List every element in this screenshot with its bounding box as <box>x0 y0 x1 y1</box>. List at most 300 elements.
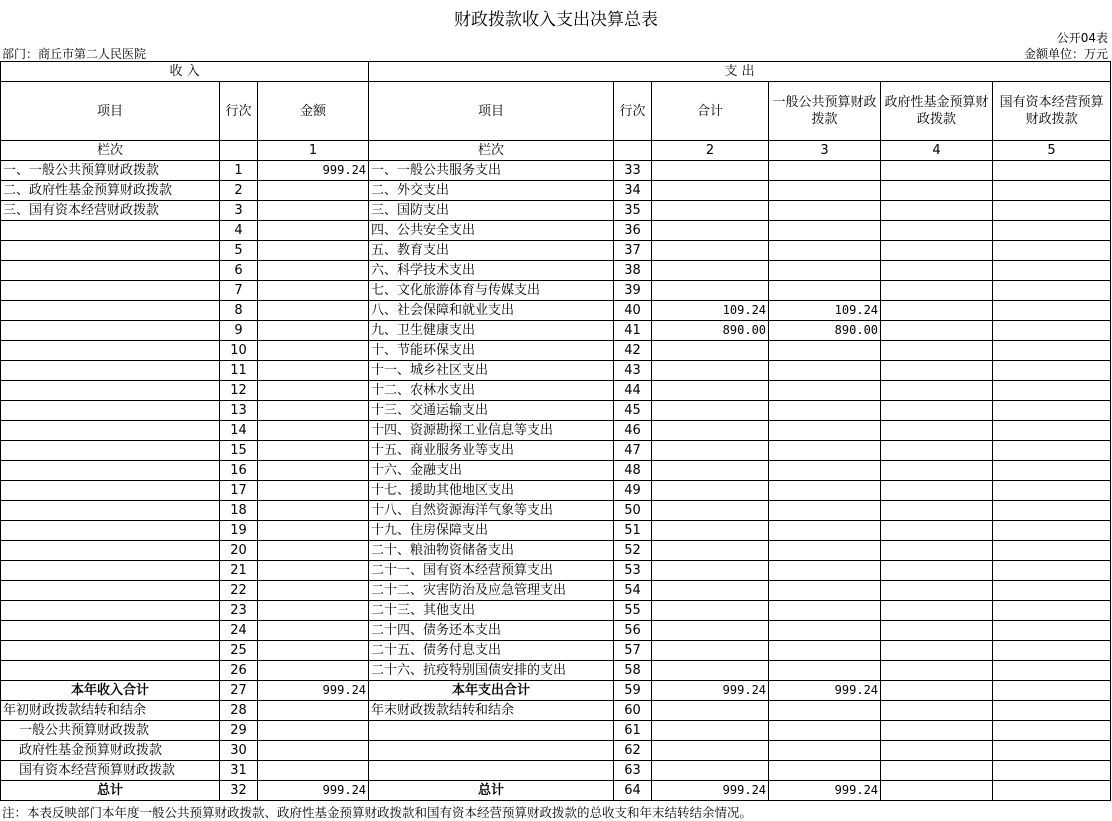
income-amount-cell <box>258 541 369 561</box>
gov-fund-cell <box>881 381 993 401</box>
gov-fund-cell <box>881 461 993 481</box>
income-amount-cell <box>258 301 369 321</box>
column-label-left: 栏次 <box>1 141 220 161</box>
expense-total-cell <box>652 541 769 561</box>
expense-row-no-cell: 54 <box>614 581 652 601</box>
expense-item-cell: 十九、住房保障支出 <box>369 521 614 541</box>
income-amount-cell <box>258 601 369 621</box>
income-row-no-cell: 5 <box>220 241 258 261</box>
gov-fund-cell <box>881 161 993 181</box>
state-capital-cell <box>993 441 1111 461</box>
state-capital-cell <box>993 321 1111 341</box>
expense-row-no-cell: 43 <box>614 361 652 381</box>
form-code: 公开04表 <box>1056 31 1108 45</box>
expense-row-no-cell: 34 <box>614 181 652 201</box>
column-no-4: 4 <box>881 141 993 161</box>
table-row <box>1 181 1111 201</box>
general-budget-cell <box>769 261 881 281</box>
department-label: 部门：商丘市第二人民医院 <box>2 47 147 61</box>
income-amount-cell <box>258 521 369 541</box>
income-amount-cell <box>258 401 369 421</box>
state-capital-cell <box>993 461 1111 481</box>
expense-total-cell <box>652 261 769 281</box>
general-budget-cell <box>769 241 881 261</box>
general-budget-cell <box>769 521 881 541</box>
state-capital-cell <box>993 601 1111 621</box>
expense-row-no-cell: 53 <box>614 561 652 581</box>
income-item-cell: 一、一般公共预算财政拨款 <box>1 161 220 181</box>
gov-fund-cell <box>881 181 993 201</box>
expense-item-cell <box>369 741 614 761</box>
state-capital-cell <box>993 421 1111 441</box>
state-capital-cell <box>993 201 1111 221</box>
expense-total-cell <box>652 661 769 681</box>
income-row-no-cell: 8 <box>220 301 258 321</box>
general-budget-cell <box>769 221 881 241</box>
table-row <box>1 661 1111 681</box>
gov-fund-cell <box>881 241 993 261</box>
general-budget-cell <box>769 661 881 681</box>
income-item-cell <box>1 461 220 481</box>
expense-section-header: 支 出 <box>369 62 1111 82</box>
state-capital-cell <box>993 281 1111 301</box>
amount-unit-label: 金额单位：万元 <box>1023 47 1108 61</box>
expense-total-cell <box>652 181 769 201</box>
expense-total-cell <box>652 381 769 401</box>
expense-total-cell <box>652 341 769 361</box>
income-amount-cell <box>258 701 369 721</box>
expense-total-cell <box>652 621 769 641</box>
income-item-cell <box>1 621 220 641</box>
income-item-cell: 本年收入合计 <box>1 681 220 701</box>
income-amount-cell: 999.24 <box>258 681 369 701</box>
general-budget-cell <box>769 401 881 421</box>
general-budget-cell <box>769 601 881 621</box>
income-row-no-cell: 22 <box>220 581 258 601</box>
income-row-no-cell: 12 <box>220 381 258 401</box>
income-row-no-cell: 11 <box>220 361 258 381</box>
table-row <box>1 741 1111 761</box>
income-amount-cell <box>258 621 369 641</box>
expense-total-cell <box>652 521 769 541</box>
expense-row-no-cell: 50 <box>614 501 652 521</box>
general-budget-cell: 999.24 <box>769 781 881 801</box>
income-row-no-cell: 20 <box>220 541 258 561</box>
state-capital-cell <box>993 721 1111 741</box>
table-row <box>1 721 1111 741</box>
expense-total-cell <box>652 701 769 721</box>
income-item-cell: 年初财政拨款结转和结余 <box>1 701 220 721</box>
income-row-no-cell: 15 <box>220 441 258 461</box>
general-budget-cell: 999.24 <box>769 681 881 701</box>
income-amount-cell <box>258 341 369 361</box>
expense-total-cell <box>652 441 769 461</box>
column-no-blank <box>220 141 258 161</box>
general-budget-cell <box>769 161 881 181</box>
table-row <box>1 441 1111 461</box>
income-item-cell <box>1 521 220 541</box>
income-row-no-cell: 14 <box>220 421 258 441</box>
expense-item-cell <box>369 761 614 781</box>
gov-fund-cell <box>881 421 993 441</box>
income-amount-cell <box>258 661 369 681</box>
expense-total-cell <box>652 561 769 581</box>
expense-item-cell: 年末财政拨款结转和结余 <box>369 701 614 721</box>
fiscal-summary-table <box>0 61 1111 801</box>
table-row <box>1 201 1111 221</box>
income-item-cell <box>1 421 220 441</box>
table-row <box>1 581 1111 601</box>
table-row <box>1 481 1111 501</box>
expense-total-cell <box>652 221 769 241</box>
income-row-no-cell: 21 <box>220 561 258 581</box>
income-amount-cell <box>258 561 369 581</box>
state-capital-cell <box>993 501 1111 521</box>
income-row-no-cell: 17 <box>220 481 258 501</box>
table-row <box>1 301 1111 321</box>
table-row <box>1 361 1111 381</box>
expense-item-cell: 本年支出合计 <box>369 681 614 701</box>
income-item-cell <box>1 441 220 461</box>
expense-row-no-cell: 38 <box>614 261 652 281</box>
gov-fund-cell <box>881 541 993 561</box>
income-item-cell <box>1 361 220 381</box>
expense-item-cell: 九、卫生健康支出 <box>369 321 614 341</box>
general-budget-cell <box>769 421 881 441</box>
general-budget-cell <box>769 561 881 581</box>
expense-total-cell: 890.00 <box>652 321 769 341</box>
state-capital-cell <box>993 401 1111 421</box>
expense-total-cell <box>652 461 769 481</box>
expense-row-no-cell: 33 <box>614 161 652 181</box>
expense-row-no-cell: 44 <box>614 381 652 401</box>
expense-item-cell: 二十四、债务还本支出 <box>369 621 614 641</box>
expense-row-no-cell: 36 <box>614 221 652 241</box>
gov-fund-cell <box>881 581 993 601</box>
state-capital-cell <box>993 561 1111 581</box>
expense-row-no-cell: 56 <box>614 621 652 641</box>
income-amount-cell <box>258 741 369 761</box>
expense-item-cell: 十三、交通运输支出 <box>369 401 614 421</box>
expense-total-cell <box>652 161 769 181</box>
expense-item-cell: 十、节能环保支出 <box>369 341 614 361</box>
expense-item-cell: 四、公共安全支出 <box>369 221 614 241</box>
expense-total-cell <box>652 201 769 221</box>
expense-total-cell: 109.24 <box>652 301 769 321</box>
state-capital-cell <box>993 181 1111 201</box>
gov-fund-cell <box>881 681 993 701</box>
income-row-no-cell: 30 <box>220 741 258 761</box>
income-amount-cell <box>258 261 369 281</box>
state-capital-cell <box>993 581 1111 601</box>
expense-total-cell: 999.24 <box>652 681 769 701</box>
income-item-cell <box>1 241 220 261</box>
table-row <box>1 321 1111 341</box>
general-budget-cell <box>769 201 881 221</box>
gov-fund-cell <box>881 781 993 801</box>
income-row-no-cell: 27 <box>220 681 258 701</box>
general-budget-header: 一般公共预算财政拨款 <box>769 82 881 141</box>
column-no-2: 2 <box>652 141 769 161</box>
income-row-no-cell: 31 <box>220 761 258 781</box>
table-row <box>1 761 1111 781</box>
table-row <box>1 561 1111 581</box>
expense-total-cell <box>652 361 769 381</box>
state-capital-cell <box>993 541 1111 561</box>
expense-row-no-cell: 40 <box>614 301 652 321</box>
expense-total-cell <box>652 641 769 661</box>
expense-row-no-cell: 64 <box>614 781 652 801</box>
state-capital-cell <box>993 341 1111 361</box>
expense-row-no-cell: 48 <box>614 461 652 481</box>
state-capital-cell <box>993 521 1111 541</box>
income-item-cell <box>1 301 220 321</box>
income-amount-cell <box>258 321 369 341</box>
expense-item-cell: 三、国防支出 <box>369 201 614 221</box>
expense-item-cell: 十一、城乡社区支出 <box>369 361 614 381</box>
expense-total-header: 合计 <box>652 82 769 141</box>
general-budget-cell <box>769 381 881 401</box>
general-budget-cell <box>769 581 881 601</box>
gov-fund-cell <box>881 201 993 221</box>
income-item-cell <box>1 661 220 681</box>
income-row-no-cell: 26 <box>220 661 258 681</box>
income-amount-cell: 999.24 <box>258 161 369 181</box>
expense-row-no-cell: 41 <box>614 321 652 341</box>
income-row-no-cell: 28 <box>220 701 258 721</box>
income-amount-cell <box>258 441 369 461</box>
table-row <box>1 381 1111 401</box>
expense-item-cell: 二十一、国有资本经营预算支出 <box>369 561 614 581</box>
expense-row-no-cell: 59 <box>614 681 652 701</box>
expense-row-no-cell: 47 <box>614 441 652 461</box>
gov-fund-cell <box>881 721 993 741</box>
state-capital-cell <box>993 381 1111 401</box>
expense-total-cell <box>652 501 769 521</box>
expense-total-cell <box>652 581 769 601</box>
state-capital-cell <box>993 621 1111 641</box>
expense-item-cell: 十二、农林水支出 <box>369 381 614 401</box>
general-budget-cell <box>769 641 881 661</box>
income-item-cell <box>1 501 220 521</box>
expense-total-cell <box>652 481 769 501</box>
gov-fund-cell <box>881 761 993 781</box>
gov-fund-cell <box>881 701 993 721</box>
expense-item-cell: 十六、金融支出 <box>369 461 614 481</box>
expense-item-cell: 二十三、其他支出 <box>369 601 614 621</box>
income-item-cell <box>1 341 220 361</box>
expense-row-no-cell: 55 <box>614 601 652 621</box>
expense-row-no-cell: 62 <box>614 741 652 761</box>
expense-item-cell: 七、文化旅游体育与传媒支出 <box>369 281 614 301</box>
gov-fund-cell <box>881 341 993 361</box>
general-budget-cell <box>769 741 881 761</box>
income-item-cell <box>1 261 220 281</box>
expense-item-cell: 十五、商业服务业等支出 <box>369 441 614 461</box>
gov-fund-cell <box>881 361 993 381</box>
income-item-cell <box>1 381 220 401</box>
state-capital-cell <box>993 701 1111 721</box>
state-capital-cell <box>993 261 1111 281</box>
income-item-cell <box>1 641 220 661</box>
income-item-cell <box>1 221 220 241</box>
expense-item-cell: 十八、自然资源海洋气象等支出 <box>369 501 614 521</box>
income-row-no-cell: 3 <box>220 201 258 221</box>
income-amount-cell <box>258 181 369 201</box>
gov-fund-cell <box>881 661 993 681</box>
expense-row-no-cell: 52 <box>614 541 652 561</box>
expense-row-no-cell: 39 <box>614 281 652 301</box>
income-amount-cell <box>258 761 369 781</box>
gov-fund-cell <box>881 261 993 281</box>
table-row <box>1 341 1111 361</box>
income-row-no-cell: 23 <box>220 601 258 621</box>
gov-fund-cell <box>881 501 993 521</box>
expense-item-cell <box>369 721 614 741</box>
general-budget-cell <box>769 181 881 201</box>
state-capital-cell <box>993 661 1111 681</box>
expense-total-cell <box>652 241 769 261</box>
expense-total-cell <box>652 281 769 301</box>
income-row-no-cell: 19 <box>220 521 258 541</box>
expense-total-cell: 999.24 <box>652 781 769 801</box>
expense-item-header: 项目 <box>369 82 614 141</box>
income-item-cell <box>1 541 220 561</box>
table-row <box>1 461 1111 481</box>
expense-row-no-cell: 37 <box>614 241 652 261</box>
income-row-no-cell: 13 <box>220 401 258 421</box>
gov-fund-cell <box>881 281 993 301</box>
income-item-header: 项目 <box>1 82 220 141</box>
income-amount-cell: 999.24 <box>258 781 369 801</box>
table-row <box>1 401 1111 421</box>
expense-item-cell: 二十二、灾害防治及应急管理支出 <box>369 581 614 601</box>
income-amount-cell <box>258 421 369 441</box>
table-row <box>1 161 1111 181</box>
general-budget-cell <box>769 721 881 741</box>
expense-total-cell <box>652 721 769 741</box>
state-capital-cell <box>993 641 1111 661</box>
expense-row-no-cell: 51 <box>614 521 652 541</box>
expense-item-cell: 二十、粮油物资储备支出 <box>369 541 614 561</box>
expense-total-cell <box>652 761 769 781</box>
income-amount-cell <box>258 461 369 481</box>
expense-row-no-cell: 42 <box>614 341 652 361</box>
income-amount-cell <box>258 281 369 301</box>
general-budget-cell <box>769 541 881 561</box>
income-item-cell <box>1 401 220 421</box>
gov-fund-cell <box>881 221 993 241</box>
table-row <box>1 521 1111 541</box>
income-item-cell <box>1 481 220 501</box>
gov-fund-header: 政府性基金预算财政拨款 <box>881 82 993 141</box>
state-capital-cell <box>993 781 1111 801</box>
table-row <box>1 241 1111 261</box>
gov-fund-cell <box>881 621 993 641</box>
general-budget-cell <box>769 341 881 361</box>
column-label-right: 栏次 <box>369 141 614 161</box>
general-budget-cell <box>769 621 881 641</box>
income-amount-cell <box>258 721 369 741</box>
income-amount-cell <box>258 221 369 241</box>
gov-fund-cell <box>881 441 993 461</box>
general-budget-cell: 890.00 <box>769 321 881 341</box>
general-budget-cell <box>769 441 881 461</box>
income-amount-cell <box>258 381 369 401</box>
income-row-no-cell: 18 <box>220 501 258 521</box>
state-capital-cell <box>993 221 1111 241</box>
income-row-no-cell: 24 <box>220 621 258 641</box>
expense-item-cell: 一、一般公共服务支出 <box>369 161 614 181</box>
state-capital-cell <box>993 481 1111 501</box>
gov-fund-cell <box>881 481 993 501</box>
table-row <box>1 541 1111 561</box>
income-amount-cell <box>258 581 369 601</box>
table-row <box>1 421 1111 441</box>
footnote: 注：本表反映部门本年度一般公共预算财政拨款、政府性基金预算财政拨款和国有资本经营预算财政拨款的总收支和年末结转结余情况。 <box>2 805 753 820</box>
column-no-5: 5 <box>993 141 1111 161</box>
general-budget-cell <box>769 501 881 521</box>
expense-item-cell: 十四、资源勘探工业信息等支出 <box>369 421 614 441</box>
gov-fund-cell <box>881 601 993 621</box>
expense-item-cell: 六、科学技术支出 <box>369 261 614 281</box>
income-item-cell: 一般公共预算财政拨款 <box>1 721 220 741</box>
expense-row-no-cell: 63 <box>614 761 652 781</box>
income-row-no-cell: 6 <box>220 261 258 281</box>
income-amount-header: 金额 <box>258 82 369 141</box>
expense-row-no-cell: 58 <box>614 661 652 681</box>
expense-item-cell: 八、社会保障和就业支出 <box>369 301 614 321</box>
income-row-no-cell: 10 <box>220 341 258 361</box>
column-no-blank <box>614 141 652 161</box>
gov-fund-cell <box>881 401 993 421</box>
expense-row-no-cell: 45 <box>614 401 652 421</box>
expense-item-cell: 二、外交支出 <box>369 181 614 201</box>
state-capital-cell <box>993 241 1111 261</box>
table-row <box>1 261 1111 281</box>
expense-item-cell: 五、教育支出 <box>369 241 614 261</box>
expense-total-cell <box>652 741 769 761</box>
table-row <box>1 601 1111 621</box>
gov-fund-cell <box>881 561 993 581</box>
income-section-header: 收 入 <box>1 62 369 82</box>
income-row-no-cell: 2 <box>220 181 258 201</box>
income-row-no-cell: 4 <box>220 221 258 241</box>
income-amount-cell <box>258 241 369 261</box>
table-row <box>1 281 1111 301</box>
income-item-cell: 政府性基金预算财政拨款 <box>1 741 220 761</box>
income-item-cell <box>1 281 220 301</box>
gov-fund-cell <box>881 301 993 321</box>
income-item-cell: 二、政府性基金预算财政拨款 <box>1 181 220 201</box>
income-row-no-cell: 16 <box>220 461 258 481</box>
column-no-1: 1 <box>258 141 369 161</box>
income-row-no-cell: 7 <box>220 281 258 301</box>
income-row-no-cell: 1 <box>220 161 258 181</box>
expense-row-no-cell: 49 <box>614 481 652 501</box>
income-amount-cell <box>258 201 369 221</box>
expense-item-cell: 十七、援助其他地区支出 <box>369 481 614 501</box>
table-row <box>1 501 1111 521</box>
table-row <box>1 681 1111 701</box>
expense-row-no-cell: 35 <box>614 201 652 221</box>
income-item-cell: 总计 <box>1 781 220 801</box>
income-row-no-cell: 32 <box>220 781 258 801</box>
expense-total-cell <box>652 421 769 441</box>
income-row-no-cell: 9 <box>220 321 258 341</box>
expense-row-no-cell: 60 <box>614 701 652 721</box>
general-budget-cell <box>769 761 881 781</box>
